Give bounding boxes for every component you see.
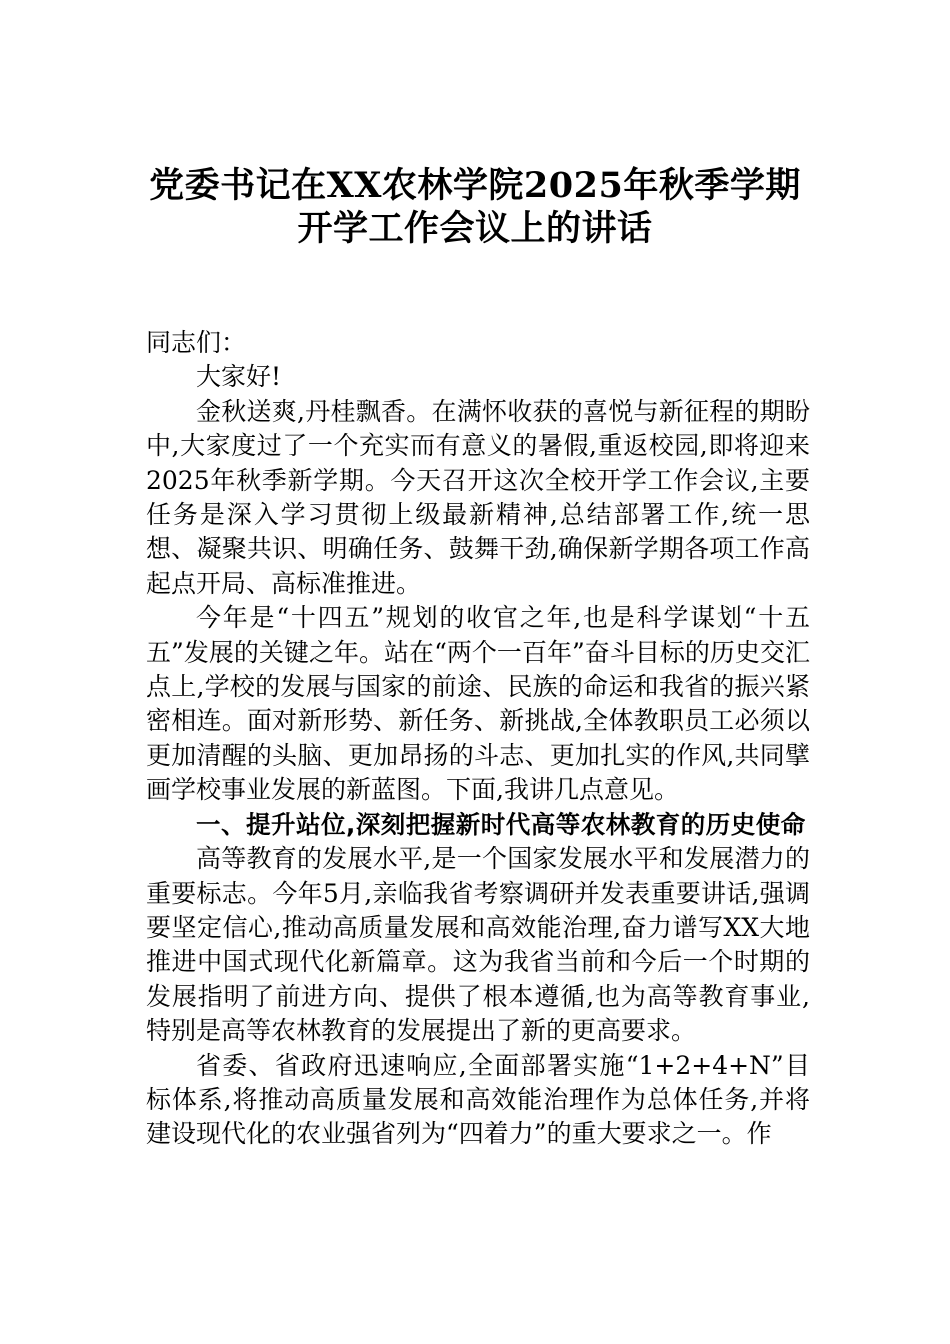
greeting: 大家好! bbox=[196, 362, 282, 392]
document-title-line-2: 开学工作会议上的讲话 bbox=[297, 208, 653, 249]
salutation: 同志们： bbox=[146, 328, 247, 357]
section-heading-1: 一、提升站位,深刻把握新时代高等农林教育的历史使命 bbox=[196, 809, 806, 839]
paragraph-context: 今年是“十四五”规划的收官之年,也是科学谋划“十五五”发展的关键之年。站在“两个一百年”奋斗目标的历史交汇点上,学校的发展与国家的前途、民族的命运和我省的振兴紧密相连。面对新形势、新任务、新挑战,全体教职员工必须以更加清醒的头脑、更加昂扬的斗志、更加扎实的作风,共同擘画学校事业发展的新蓝图。下面,我讲几点意见。 bbox=[146, 603, 810, 805]
document-body bbox=[146, 326, 810, 1152]
section1-paragraph-1: 高等教育的发展水平,是一个国家发展水平和发展潜力的重要标志。今年5月,亲临我省考察调研并发表重要讲话,强调要坚定信心,推动高质量发展和高效能治理,奋力谱写XX大地推进中国式现代化新篇章。这为我省当前和今后一个时期的发展指明了前进方向、提供了根本遵循,也为高等教育事业,特别是高等农林教育的发展提出了新的更高要求。 bbox=[146, 844, 810, 1046]
document-title-line-1: 党委书记在XX农林学院2025年秋季学期 bbox=[149, 165, 801, 206]
section1-paragraph-2: 省委、省政府迅速响应,全面部署实施“1+2+4+N”目标体系,将推动高质量发展和高效能治理作为总体任务,并将建设现代化的农业强省列为“四着力”的重大要求之一。作 bbox=[146, 1050, 810, 1149]
paragraph-opening: 金秋送爽,丹桂飘香。在满怀收获的喜悦与新征程的期盼中,大家度过了一个充实而有意义的暑假,重返校园,即将迎来2025年秋季新学期。今天召开这次全校开学工作会议,主要任务是深入学习贯彻上级最新精神,总结部署工作,统一思想、凝聚共识、明确任务、鼓舞干劲,确保新学期各项工作高起点开局、高标准推进。 bbox=[146, 396, 810, 598]
